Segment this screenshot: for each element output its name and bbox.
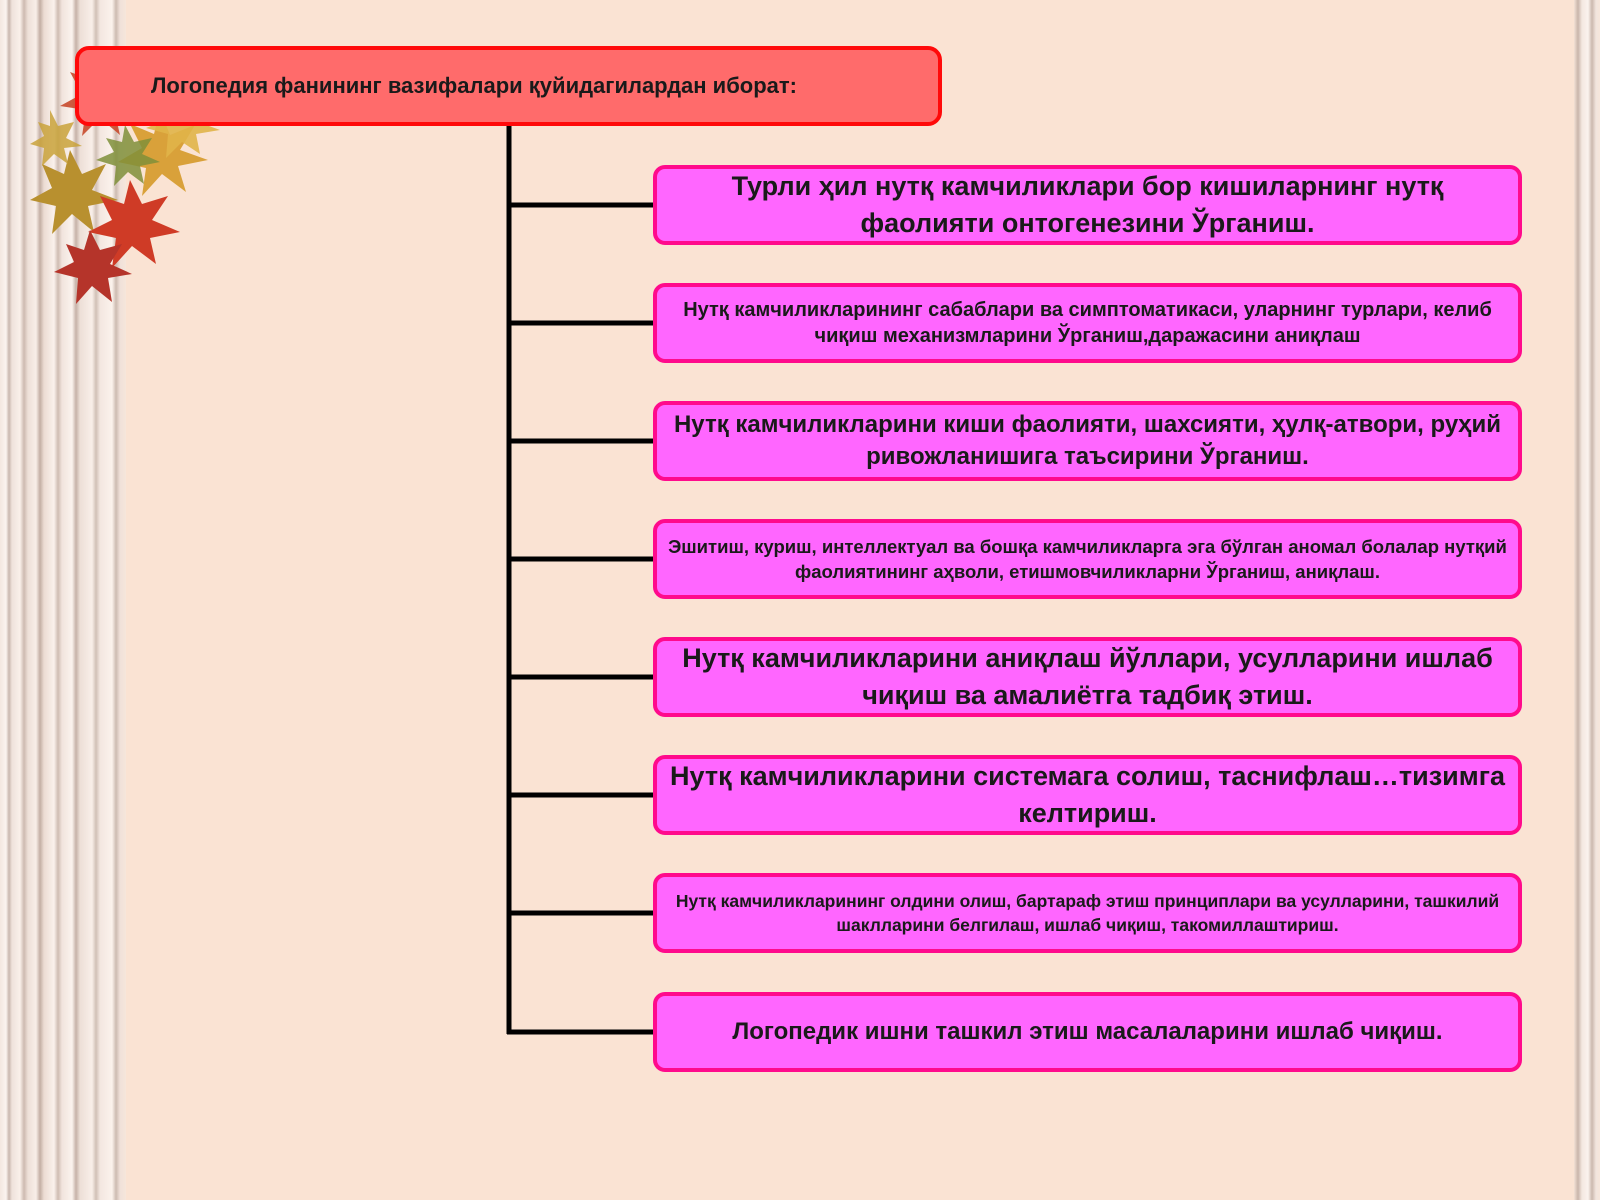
task-text: Турли ҳил нутқ камчиликлари бор кишиларнинг нутқ фаолияти онтогенезини Ўрганиш. [731, 171, 1444, 238]
header-box [75, 46, 942, 126]
header-title: Логопедия фанининг вазифалари қуйидагилардан иборат: [151, 73, 798, 98]
task-box-3 [653, 401, 1522, 481]
task-text: Эшитиш, куриш, интеллектуал ва бошқа камчиликларга эга бўлган аномал болалар нутқий фаолиятининг аҳволи, етишмовчиликларни Ўрганиш, аниқлаш. [668, 536, 1507, 582]
task-box-2 [653, 283, 1522, 363]
task-box-7 [653, 873, 1522, 953]
task-box-6 [653, 755, 1522, 835]
task-text: Нутқ камчиликларини киши фаолияти, шахсияти, ҳулқ-атвори, руҳий ривожланишига таъсирини Ўрганиш. [673, 411, 1502, 470]
task-text: Нутқ камчиликларини аниқлаш йўллари, усулларини ишлаб чиқиш ва амалиётга тадбиқ этиш. [682, 643, 1493, 710]
task-text: Нутқ камчиликларини системага солиш, таснифлаш…тизимга келтириш. [670, 761, 1505, 828]
task-text: Нутқ камчиликларининг сабаблари ва симптоматикаси, уларнинг турлари, келиб чиқиш механизмларини Ўрганиш,даражасини аниқлаш [683, 299, 1492, 347]
task-box-8 [653, 992, 1522, 1072]
task-box-1 [653, 165, 1522, 245]
task-text: Нутқ камчиликларининг олдини олиш, бартараф этиш принциплари ва усулларини, ташкилий шаклларини белгилаш, ишлаб чиқиш, такомиллаштириш. [675, 891, 1500, 935]
task-box-5 [653, 637, 1522, 717]
striped-pillar-right [1574, 0, 1600, 1200]
task-box-4 [653, 519, 1522, 599]
task-text: Логопедик ишни ташкил этиш масалаларини ишлаб чиқиш. [732, 1018, 1443, 1045]
